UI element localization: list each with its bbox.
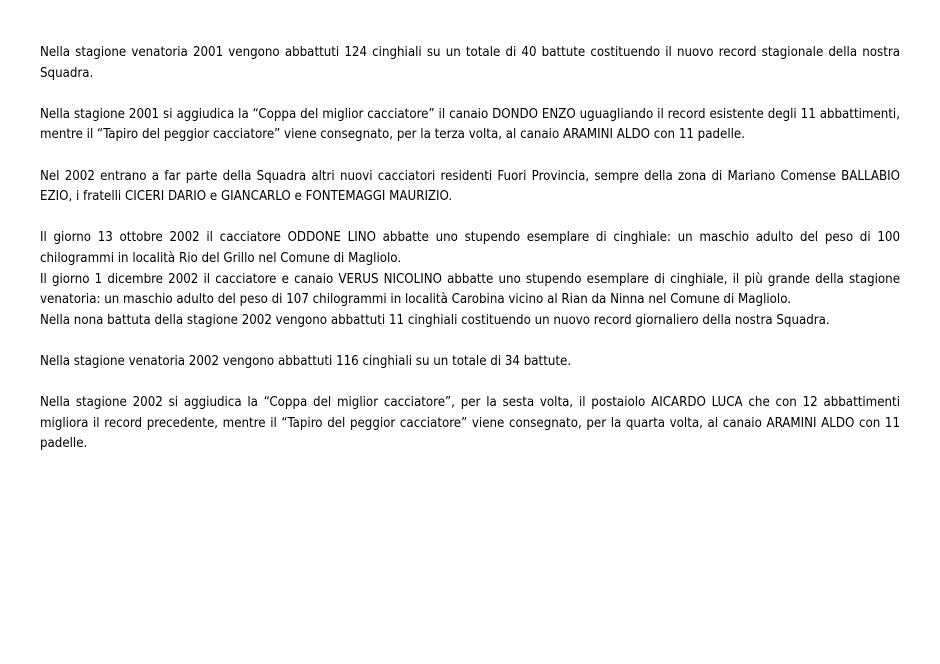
paragraph-1-december-2002: Il giorno 1 dicembre 2002 il cacciatore e canaio VERUS NICOLINO abbatte uno stupendo esemplare di cinghiale, il più grande della stagione venatoria: un maschio adulto del peso di 107 chilogrammi in località Carobina vicino al Rian da Ninna nel Comune di Magliolo.	[40, 271, 900, 308]
paragraph-season-2001-awards: Nella stagione 2001 si aggiudica la “Coppa del miglior cacciatore” il canaio DONDO ENZO uguagliando il record esistente degli 11 abbattimenti, mentre il “Tapiro del peggior cacciatore” viene consegnato, per la terza volta, al canaio ARAMINI ALDO con 11 padelle.	[40, 106, 900, 143]
paragraph-daily-record-2002: Nella nona battuta della stagione 2002 vengono abbattuti 11 cinghiali costituendo un nuovo record giornaliero della nostra Squadra.	[40, 312, 830, 328]
paragraph-season-2001-record: Nella stagione venatoria 2001 vengono abbattuti 124 cinghiali su un totale di 40 battute costituendo il nuovo record stagionale della nostra Squadra.	[40, 45, 900, 81]
paragraph-season-2002-total: Nella stagione venatoria 2002 vengono abbattuti 116 cinghiali su un totale di 34 battute.	[40, 353, 572, 369]
paragraph-season-2002-awards: Nella stagione 2002 si aggiudica la “Coppa del miglior cacciatore”, per la sesta volta, il postaiolo AICARDO LUCA che con 12 abbattimenti migliora il record precedente, mentre il “Tapiro del peggior cacciatore” viene consegnato, per la quarta volta, al canaio ARAMINI ALDO con 11 padelle.	[40, 395, 900, 452]
paragraph-13-october-2002: Il giorno 13 ottobre 2002 il cacciatore ODDONE LINO abbatte uno stupendo esemplare di cinghiale: un maschio adulto del peso di 100 chilogrammi in località Rio del Grillo nel Comune di Magliolo.	[40, 230, 900, 266]
paragraph-2002-new-members: Nel 2002 entrano a far parte della Squadra altri nuovi cacciatori residenti Fuori Provincia, sempre della zona di Mariano Comense BALLABIO EZIO, i fratelli CICERI DARIO e GIANCARLO e FONTEMAGGI MAURIZIO.	[40, 168, 900, 205]
document-page	[40, 43, 900, 455]
